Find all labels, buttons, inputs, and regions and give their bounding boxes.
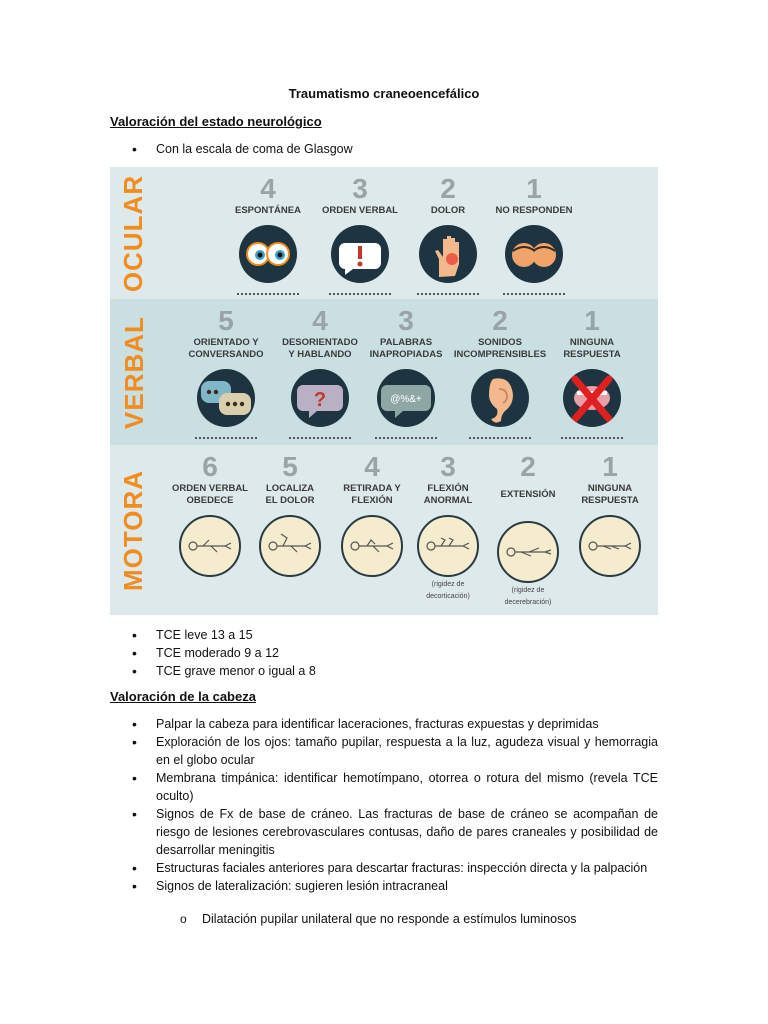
speech-bubbles-icon [197,369,255,427]
mouth-crossed-icon [563,369,621,427]
list-item: • Signos de lateralización: sugieren lesión intracraneal [110,877,658,895]
neuro-bullet-list [110,140,658,158]
verbal-item-4 [272,307,368,439]
lying-patient-icon [259,515,321,577]
response-label-line2: INAPROPIADAS [369,349,443,360]
score-number: 2 [520,451,536,482]
lying-patient-icon [497,521,559,583]
response-label-line1: PALABRAS [379,337,433,348]
lying-patient-icon [579,515,641,577]
section-heading-neuro: Valoración del estado neurológico [110,114,322,129]
response-label-line1: DESORIENTADO [282,337,358,348]
response-label-line2: ANORMAL [423,495,473,506]
score-dots [417,293,479,295]
score-number: 3 [398,305,414,336]
score-number: 1 [602,451,618,482]
list-item: • Con la escala de coma de Glasgow [110,140,658,158]
score-number: 4 [312,305,328,336]
lying-patient-icon [179,515,241,577]
response-label-line2: CONVERSANDO [188,349,264,360]
sub-list-item: o Dilatación pupilar unilateral que no responde a estímulos luminosos [110,910,658,928]
verbal-item-1 [544,307,640,439]
score-number: 2 [492,305,508,336]
response-label-line1: NINGUNA [587,483,633,494]
ocular-item-1 [486,175,582,295]
score-dots [375,437,437,439]
response-label-line1: SONIDOS [478,337,522,348]
tce-list [110,626,658,680]
lying-patient-icon [417,515,479,577]
response-label-line2: EL DOLOR [265,495,315,506]
ocular-item-4 [220,175,316,295]
score-number: 4 [260,173,276,204]
response-label-line2: OBEDECE [186,495,234,506]
svg-text:?: ? [313,389,327,411]
motor-item-1 [562,453,658,577]
score-dots [329,293,391,295]
response-label-line2: INCOMPRENSIBLES [453,349,547,360]
list-item: • Signos de Fx de base de cráneo. Las fracturas de base de cráneo se acompañan de riesgo de lesiones cerebrovasculares contusas, daño de pares craneales y posibilidad de desarrollar meningitis [110,805,658,859]
eyes-closed-icon [505,225,563,283]
glasgow-scale-infographic [110,167,658,615]
symbols-text: @%&+ [390,394,422,405]
head-assessment-list [110,715,658,895]
response-label-line1: ORDEN VERBAL [171,483,248,494]
response-label: NO RESPONDEN [495,205,573,216]
note-line2: decorticación) [426,593,470,600]
score-number: 3 [440,451,456,482]
response-label-line2: FLEXIÓN [351,495,393,506]
exclamation-icon [331,225,389,283]
ocular-item-2 [400,175,496,295]
list-item: • Estructuras faciales anteriores para descartar fracturas: inspección directa y la palpación [110,859,658,877]
question-icon [291,369,349,427]
score-number: 2 [440,173,456,204]
pain-hand-icon [419,225,477,283]
response-label-line1: RETIRADA Y [343,483,401,494]
response-label-line2: RESPUESTA [563,349,621,360]
score-dots [469,437,531,439]
score-number: 1 [584,305,600,336]
score-number: 5 [218,305,234,336]
symbols-bubble-icon [377,369,435,427]
response-label-line1: EXTENSIÓN [500,489,556,500]
response-label-line1: FLEXIÓN [427,483,469,494]
band-label-ocular: OCULAR [118,174,149,292]
list-item: • Palpar la cabeza para identificar laceraciones, fracturas expuestas y deprimidas [110,715,658,733]
verbal-item-5 [178,307,274,439]
verbal-item-3 [358,307,454,439]
score-dots [237,293,299,295]
ear-icon [471,369,529,427]
score-dots [195,437,257,439]
list-item: • TCE grave menor o igual a 8 [110,662,658,680]
score-dots [289,437,351,439]
response-label: ORDEN VERBAL [321,205,398,216]
response-label-line1: LOCALIZA [265,483,315,494]
band-label-motora: MOTORA [118,469,149,591]
verbal-item-2 [452,307,548,439]
list-item: • Membrana timpánica: identificar hemotímpano, otorrea o rotura del mismo (revela TCE oculto) [110,769,658,805]
response-label: ESPONTÁNEA [235,205,301,216]
list-item: • TCE leve 13 a 15 [110,626,658,644]
eyes-open-icon [239,225,297,283]
band-label-verbal: VERBAL [118,315,149,429]
response-label-line2: RESPUESTA [581,495,639,506]
lying-patient-icon [341,515,403,577]
response-label: DOLOR [430,205,466,216]
document-title: Traumatismo craneoencefálico [288,86,480,101]
note-line1: (rigidez de [511,587,545,594]
score-number: 5 [282,451,298,482]
score-number: 1 [526,173,542,204]
list-item: • Exploración de los ojos: tamaño pupilar, respuesta a la luz, agudeza visual y hemorragia en el globo ocular [110,733,658,769]
response-label-line1: ORIENTADO Y [193,337,259,348]
response-label-line1: NINGUNA [569,337,615,348]
ocular-item-3 [312,175,408,295]
score-number: 3 [352,173,368,204]
score-number: 6 [202,451,218,482]
score-dots [561,437,623,439]
response-label-line2: Y HABLANDO [288,349,352,360]
note-line1: (rigidez de [431,581,465,588]
score-number: 4 [364,451,380,482]
note-line2: decerebración) [504,599,552,606]
section-heading-head: Valoración de la cabeza [110,689,256,704]
list-item: • TCE moderado 9 a 12 [110,644,658,662]
score-dots [503,293,565,295]
head-assessment-sublist [110,910,658,928]
